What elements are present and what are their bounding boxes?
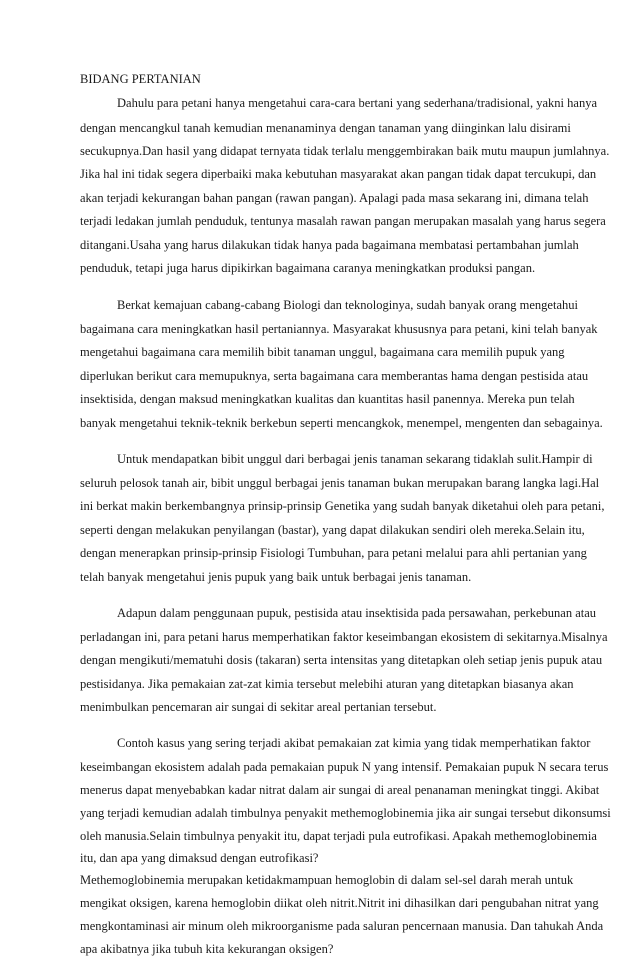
text-line: Contoh kasus yang sering terjadi akibat pemakaian zat kimia yang tidak memperhatikan faktor (117, 736, 591, 750)
text-line: ditangani.Usaha yang harus dilakukan tidak hanya pada bagaimana membatasi pertambahan jumlah (80, 238, 579, 252)
text-line: insektisida, dengan maksud meningkatkan kualitas dan kuantitas hasil panennya. Mereka pun telah (80, 392, 575, 406)
text-line: mengikat oksigen, karena hemoglobin diikat oleh nitrit.Nitrit ini dihasilkan dari pengubahan nitrat yang (80, 896, 599, 910)
text-line: secukupnya.Dan hasil yang didapat ternyata tidak terlalu menggembirakan baik mutu maupun jumlahnya. (80, 144, 610, 158)
text-line: penduduk, tetapi juga harus dipikirkan bagaimana caranya meningkatkan produksi pangan. (80, 261, 536, 275)
text-line: seperti dengan melakukan penyilangan (bastar), yang dapat dilakukan sendiri oleh mereka.Selain itu, (80, 523, 585, 537)
text-line: keseimbangan ekosistem adalah pada pemakaian pupuk N yang intensif. Pemakaian pupuk N secara terus (80, 760, 609, 774)
text-line: apa akibatnya jika tubuh kita kekurangan oksigen? (80, 942, 334, 956)
text-line: dengan mengikuti/mematuhi dosis (takaran) serta intensitas yang ditetapkan oleh setiap jenis pupuk atau (80, 653, 603, 667)
text-line: Methemoglobinemia merupakan ketidakmampuan hemoglobin di dalam sel-sel darah merah untuk (80, 873, 574, 887)
text-line: mengetahui bagaimana cara memilih bibit tanaman unggul, bagaimana cara memilih pupuk yang (80, 345, 565, 359)
text-line: akan terjadi kekurangan bahan pangan (rawan pangan). Apalagi pada masa sekarang ini, dimana telah (80, 191, 589, 205)
text-line: perladangan ini, para petani harus memperhatikan faktor keseimbangan ekosistem di sekitarnya.Misalnya (80, 630, 608, 644)
text-line: Jika hal ini tidak segera diperbaiki maka kebutuhan masyarakat akan pangan tidak dapat tercukupi, dan (80, 167, 597, 181)
text-line: diperlukan berikut cara memupuknya, serta bagaimana cara memberantas hama dengan pestisida atau (80, 369, 589, 383)
text-line: seluruh pelosok tanah air, bibit unggul berbagai jenis tanaman bukan merupakan barang langka lagi.Hal (80, 476, 600, 490)
text-line: terjadi ledakan jumlah penduduk, tentunya masalah rawan pangan merupakan masalah yang harus segera (80, 214, 606, 228)
text-line: pestisidanya. Jika pemakaian zat-zat kimia tersebut melebihi aturan yang ditetapkan biasanya akan (80, 677, 574, 691)
text-line: menerus dapat menyebabkan kadar nitrat dalam air sungai di areal penanaman meningkat tinggi. Akibat (80, 783, 600, 797)
text-line: Untuk mendapatkan bibit unggul dari berbagai jenis tanaman sekarang tidaklah sulit.Hampir di (117, 452, 593, 466)
text-line: ini berkat makin berkembangnya prinsip-prinsip Genetika yang sudah banyak diketahui oleh para petani, (80, 499, 605, 513)
text-line: telah banyak mengetahui jenis pupuk yang baik untuk berbagai jenis tanaman. (80, 570, 472, 584)
text-line: yang terjadi kemudian adalah timbulnya penyakit methemoglobinemia jika air sungai tersebut dikonsumsi (80, 806, 611, 820)
text-line: Adapun dalam penggunaan pupuk, pestisida atau insektisida pada persawahan, perkebunan atau (117, 606, 597, 620)
text-line: oleh manusia.Selain timbulnya penyakit itu, dapat terjadi pula eutrofikasi. Apakah methemoglobinemia (80, 829, 597, 843)
text-line: dengan mencangkul tanah kemudian menanaminya dengan tanaman yang diinginkan lalu disirami (80, 121, 571, 135)
text-line: Dahulu para petani hanya mengetahui cara-cara bertani yang sederhana/tradisional, yakni hanya (117, 96, 597, 110)
section-heading: BIDANG PERTANIAN (80, 72, 201, 86)
text-line: Berkat kemajuan cabang-cabang Biologi dan teknologinya, sudah banyak orang mengetahui (117, 298, 578, 312)
text-line: bagaimana cara meningkatkan hasil pertaniannya. Masyarakat khususnya para petani, kini telah banyak (80, 322, 598, 336)
text-line: itu, dan apa yang dimaksud dengan eutrofikasi? (80, 851, 319, 865)
text-line: banyak mengetahui teknik-teknik berkebun seperti mencangkok, menempel, mengenten dan sebagainya. (80, 416, 603, 430)
text-line: menimbulkan pencemaran air sungai di sekitar areal pertanian tersebut. (80, 700, 437, 714)
text-line: dengan menerapkan prinsip-prinsip Fisiologi Tumbuhan, para petani melalui para ahli pertanian yang (80, 546, 587, 560)
text-line: mengkontaminasi air minum oleh mikroorganisme pada saluran pencernaan manusia. Dan tahukah Anda (80, 919, 604, 933)
